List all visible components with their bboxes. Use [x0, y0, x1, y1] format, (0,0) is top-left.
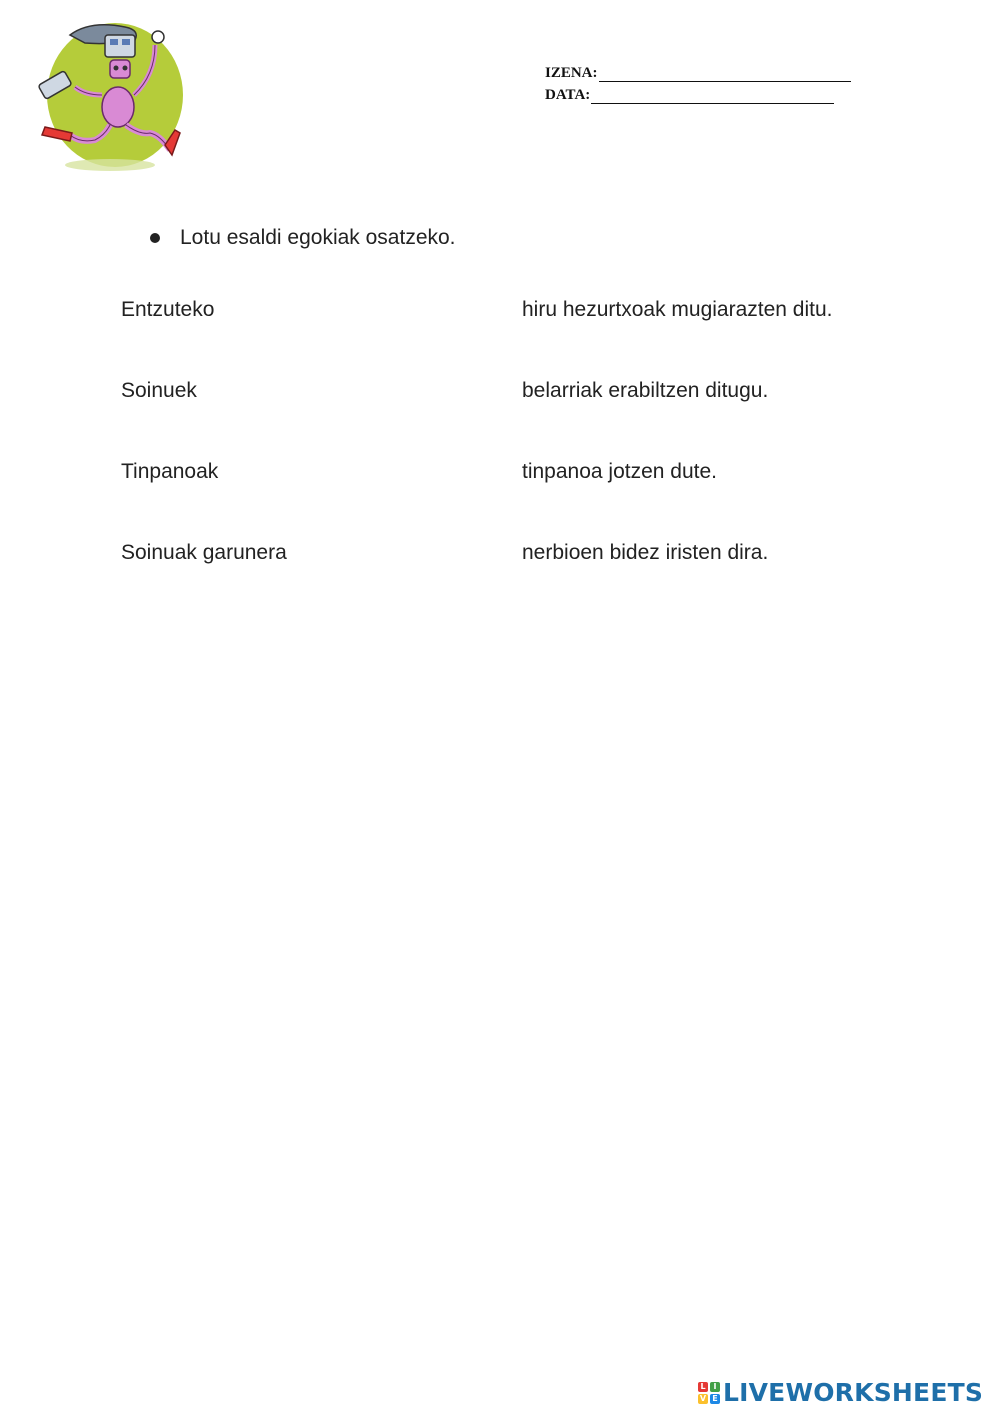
- date-field: [545, 82, 851, 104]
- liveworksheets-logo[interactable]: [698, 1378, 983, 1407]
- match-left-item[interactable]: Entzuteko: [121, 298, 215, 321]
- date-line[interactable]: [591, 87, 834, 104]
- match-left-item[interactable]: Tinpanoak: [121, 460, 219, 483]
- bullet-icon: [150, 233, 160, 243]
- brand-badge-icon: [698, 1382, 720, 1404]
- match-right-item[interactable]: belarriak erabiltzen ditugu.: [522, 379, 769, 402]
- brand-name: LIVEWORKSHEETS: [723, 1378, 984, 1407]
- match-left-item[interactable]: Soinuek: [121, 379, 197, 402]
- badge-letter: I: [710, 1382, 720, 1392]
- match-right-item[interactable]: hiru hezurtxoak mugiarazten ditu.: [522, 298, 833, 321]
- name-field: [545, 60, 851, 82]
- robot-mascot-icon: [30, 15, 200, 175]
- match-left-item[interactable]: Soinuak garunera: [121, 541, 287, 564]
- match-row: [0, 379, 1000, 409]
- date-label: DATA:: [545, 87, 591, 103]
- badge-letter: L: [698, 1382, 708, 1392]
- header-fields: [545, 60, 851, 104]
- name-label: IZENA:: [545, 65, 598, 81]
- match-right-item[interactable]: nerbioen bidez iristen dira.: [522, 541, 769, 564]
- instruction: [150, 226, 456, 250]
- instruction-text: Lotu esaldi egokiak osatzeko.: [180, 226, 456, 249]
- match-row: [0, 541, 1000, 571]
- name-line[interactable]: [599, 65, 851, 82]
- badge-letter: E: [710, 1394, 720, 1404]
- match-row: [0, 298, 1000, 328]
- match-right-item[interactable]: tinpanoa jotzen dute.: [522, 460, 717, 483]
- badge-letter: V: [699, 1394, 707, 1403]
- match-row: [0, 460, 1000, 490]
